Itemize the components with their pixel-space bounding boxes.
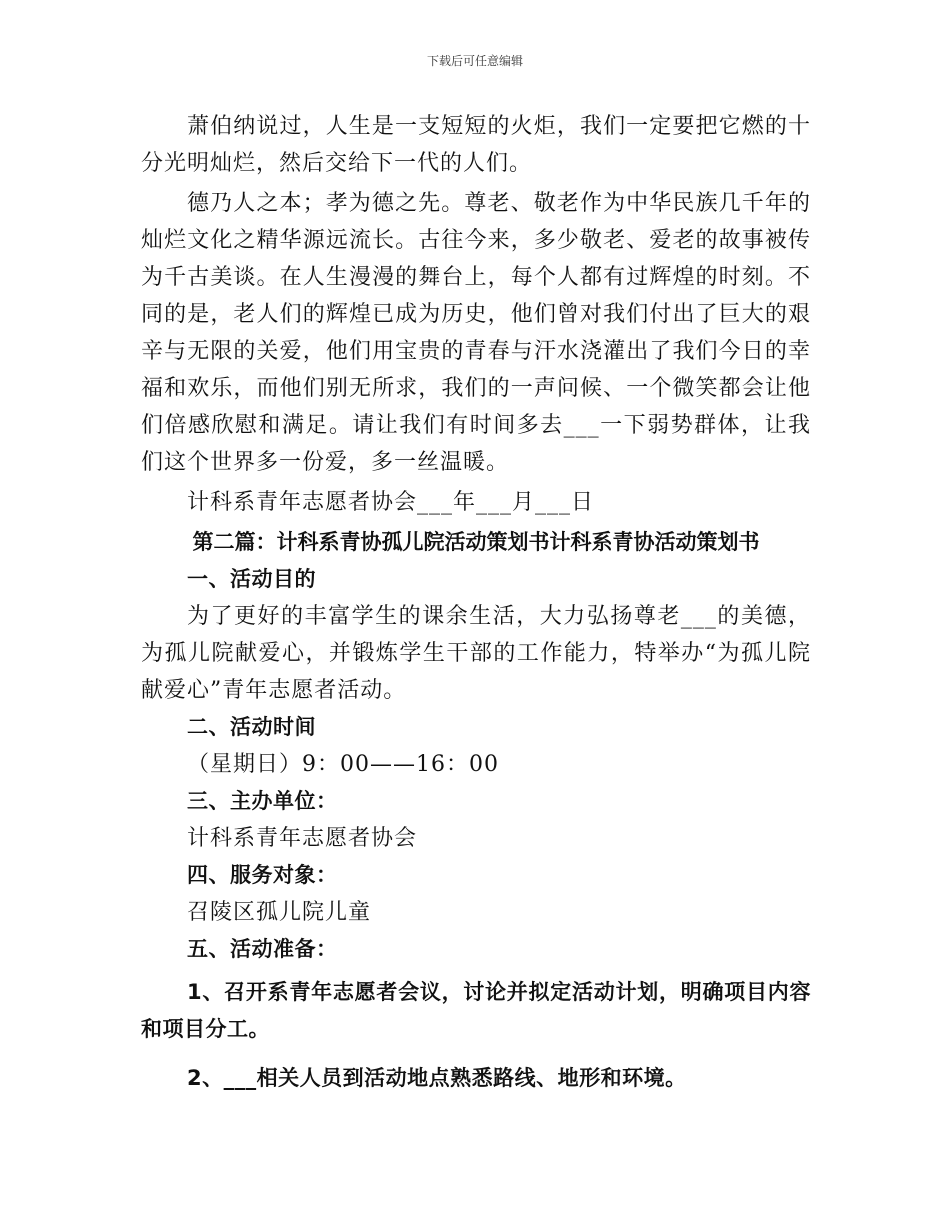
prep-item-2: 2、___相关人员到活动地点熟悉路线、地形和环境。 xyxy=(187,1066,687,1090)
purpose-heading: 一、活动目的 xyxy=(187,567,316,591)
respect-elders-paragraph: 德乃人之本；孝为德之先。尊老、敬老作为中华民族几千年的灿烂文化之精华源远流长。古往今来，多少敬老、爱老的故事被传为千古美谈。在人生漫漫的舞台上，每个人都有过辉煌的时刻。不同的是，老人们的辉煌已成为历史，他们曾对我们付出了巨大的艰辛与无限的关爱，他们用宝贵的青春与汗水浇灌出了我们今日的幸福和欢乐，而他们别无所求，我们的一声问候、一个微笑都会让他们倍感欣慰和满足。请让我们有时间多去___一下弱势群体，让我们这个世界多一份爱，多一丝温暖。 xyxy=(141,191,811,475)
prep-heading: 五、活动准备： xyxy=(187,937,338,961)
target-text: 召陵区孤儿院儿童 xyxy=(187,900,372,925)
section-title: 第二篇：计科系青协孤儿院活动策划书计科系青协活动策划书 xyxy=(192,530,760,554)
signature-line: 计科系青年志愿者协会___年___月___日 xyxy=(187,490,595,515)
document-body xyxy=(141,108,811,1097)
target-heading: 四、服务对象： xyxy=(187,863,338,887)
time-heading: 二、活动时间 xyxy=(187,715,316,739)
organizer-heading: 三、主办单位： xyxy=(187,789,338,813)
prep-item-1: 1、召开系青年志愿者会议，讨论并拟定活动计划，明确项目内容和项目分工。 xyxy=(141,980,811,1041)
page-header: 下载后可任意编辑 xyxy=(426,54,523,68)
purpose-text: 为了更好的丰富学生的课余生活，大力弘扬尊老___的美德，为孤儿院献爱心，并锻炼学生干部的工作能力，特举办“为孤儿院献爱心”青年志愿者活动。 xyxy=(141,604,811,703)
organizer-text: 计科系青年志愿者协会 xyxy=(187,826,418,851)
quote-paragraph: 萧伯纳说过，人生是一支短短的火炬，我们一定要把它燃的十分光明灿烂，然后交给下一代的人们。 xyxy=(141,114,811,176)
time-text: （星期日）9：00——16：00 xyxy=(187,752,499,777)
